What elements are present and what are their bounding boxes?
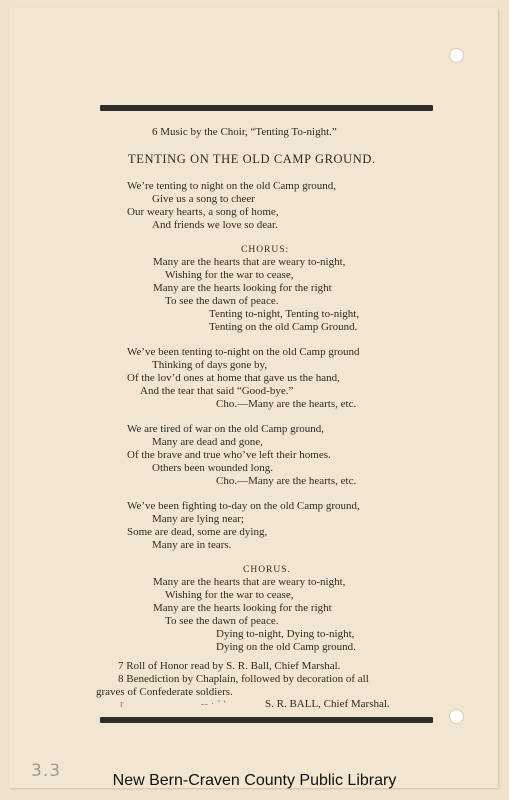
punch-hole — [449, 48, 464, 63]
verse-line: Many are lying near; — [152, 513, 244, 525]
chorus-line: Tenting on the old Camp Ground. — [209, 321, 358, 333]
verse-line: Others been wounded long. — [152, 462, 273, 474]
library-credit: New Bern-Craven County Public Library — [112, 772, 397, 789]
chorus-label: CHORUS. — [243, 565, 291, 575]
chorus-reference: Cho.—Many are the hearts, etc. — [216, 398, 357, 410]
chorus-line: Dying to-night, Dying to-night, — [216, 628, 355, 640]
verse-line: We are tired of war on the old Camp ground, — [127, 423, 325, 435]
verse-line: And the tear that said “Good-bye.” — [140, 385, 294, 397]
signature: S. R. BALL, Chief Marshal. — [265, 698, 390, 710]
program-item-6: 6 Music by the Choir, “Tenting To-night.” — [152, 126, 337, 138]
program-item-8: 8 Benediction by Chaplain, followed by decoration of all — [118, 673, 369, 685]
chorus-line: Wishing for the war to cease, — [165, 269, 294, 281]
chorus-line: To see the dawn of peace. — [165, 615, 279, 627]
chorus-reference: Cho.—Many are the hearts, etc. — [216, 475, 357, 487]
chorus-line: Many are the hearts looking for the right — [153, 602, 332, 614]
verse-line: Give us a song to cheer — [152, 193, 255, 205]
chorus-label: CHORUS: — [241, 245, 290, 255]
program-item-7: 7 Roll of Honor read by S. R. Ball, Chief Marshal. — [118, 660, 341, 672]
chorus-line: To see the dawn of peace. — [165, 295, 279, 307]
chorus-line: Many are the hearts looking for the right — [153, 282, 332, 294]
verse-line: Our weary hearts, a song of home, — [127, 206, 279, 218]
chorus-line: Many are the hearts that are weary to-night, — [153, 256, 346, 268]
verse-line: We’ve been tenting to-night on the old Camp ground — [127, 346, 360, 358]
bottom-rule — [100, 717, 433, 723]
chorus-line: Tenting to-night, Tenting to-night, — [209, 308, 360, 320]
chorus-line: Many are the hearts that are weary to-night, — [153, 576, 346, 588]
program-item-8-continued: graves of Confederate soldiers. — [96, 686, 233, 698]
pencil-annotation: 3.3 — [31, 761, 62, 781]
chorus-line: Wishing for the war to cease, — [165, 589, 294, 601]
verse-line: We’re tenting to night on the old Camp ground, — [127, 180, 336, 192]
verse-line: Of the lov’d ones at home that gave us the hand, — [127, 372, 340, 384]
verse-line: Many are dead and gone, — [152, 436, 263, 448]
verse-line: Of the brave and true who’ve left their homes. — [127, 449, 331, 461]
chorus-line: Dying on the old Camp ground. — [216, 641, 356, 653]
verse-line: We’ve been fighting to-day on the old Camp ground, — [127, 500, 360, 512]
verse-line: Thinking of days gone by, — [152, 359, 268, 371]
verse-line: Many are in tears. — [152, 539, 232, 551]
song-title: TENTING ON THE OLD CAMP GROUND. — [128, 152, 376, 166]
faded-signature-prefix: r -- · ’ ‘ — [120, 698, 227, 710]
top-rule — [100, 105, 433, 111]
verse-line: And friends we love so dear. — [152, 219, 278, 231]
verse-line: Some are dead, some are dying, — [127, 526, 268, 538]
punch-hole — [449, 709, 464, 724]
